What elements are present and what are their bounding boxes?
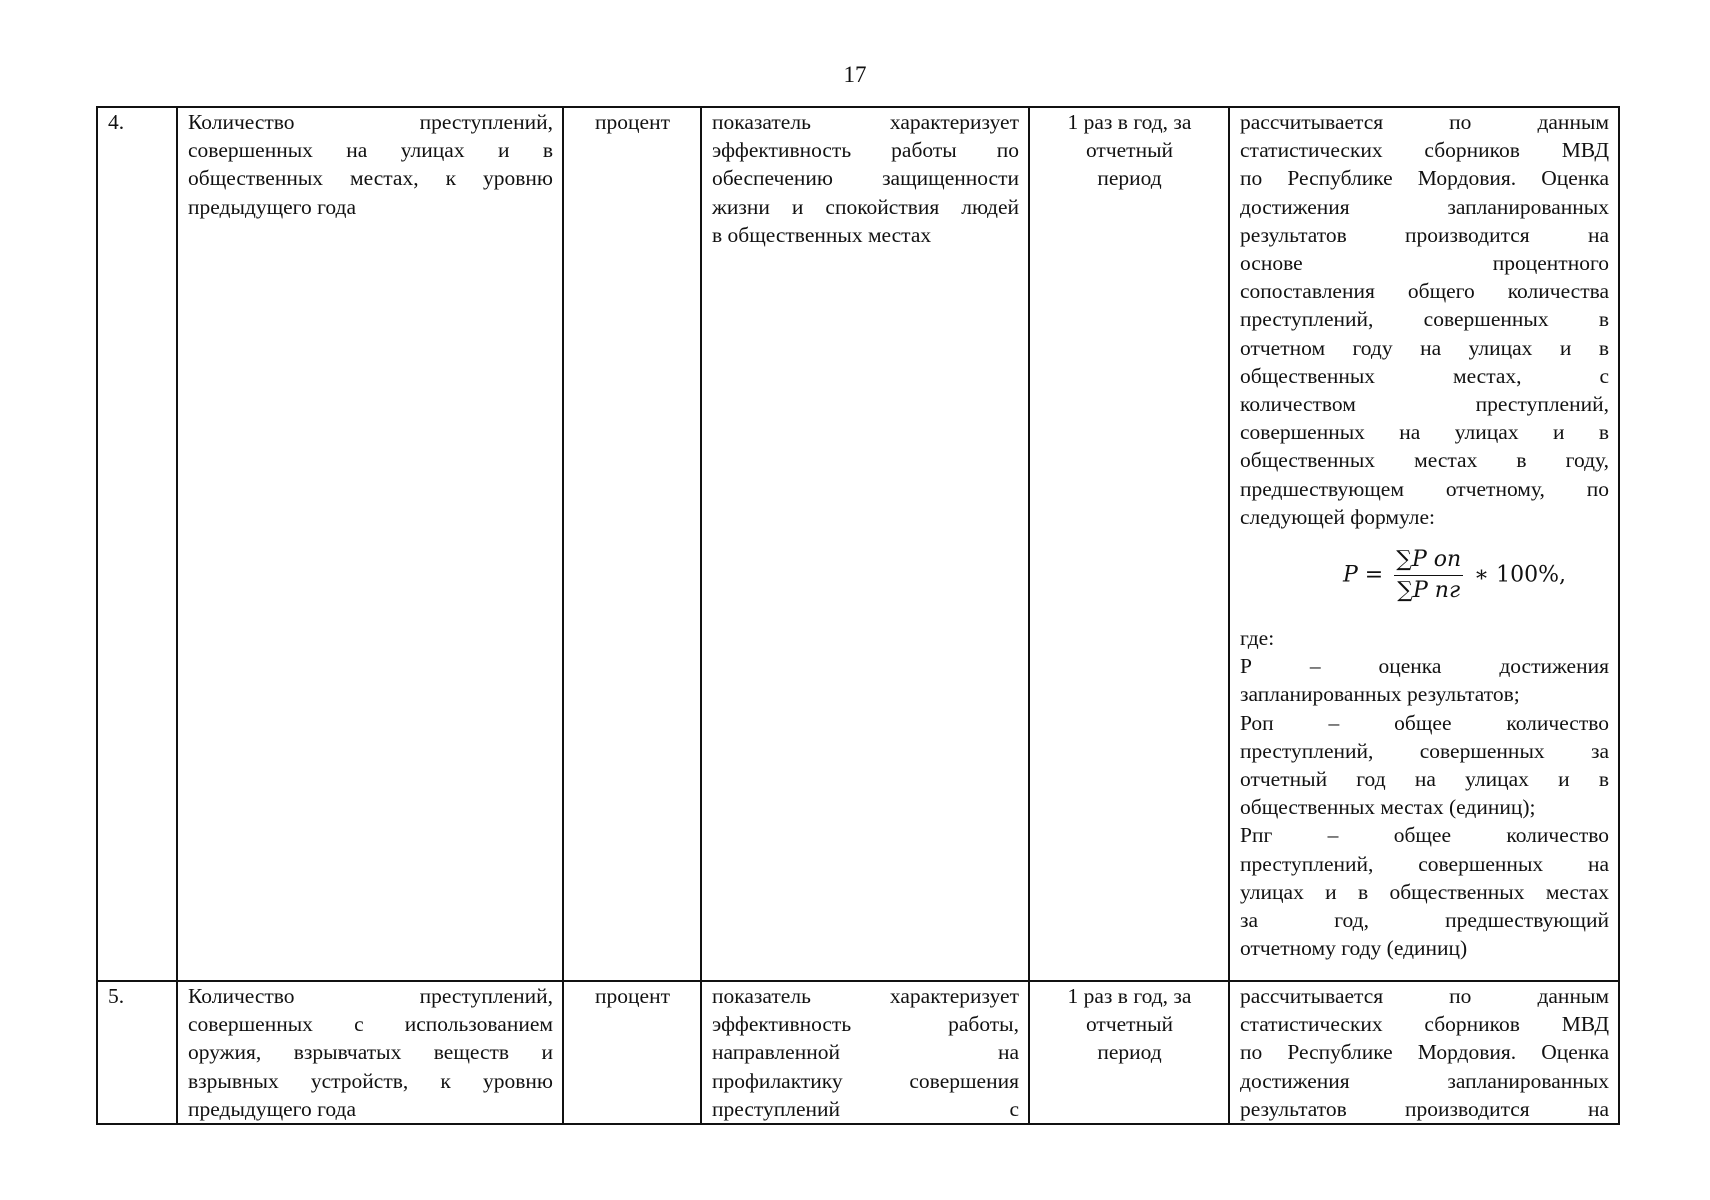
table-row: [97, 981, 1619, 1124]
unit-cell: процент: [563, 981, 701, 1124]
indicator-description: показатель характеризует эффективность работы по обеспечению защищенности жизни и спокойствия людей в общественных местах: [701, 107, 1029, 981]
unit-cell: процент: [563, 107, 701, 981]
calculation-method: рассчитывается по данным статистических сборников МВД по Республике Мордовия. Оценка достижения запланированных результатов производится на основе процентного сопоставления общего количества преступлений, совершенных в отчетном году на улицах и в общественных местах, с количеством преступлений, совершенных на улицах и в общественных местах в году, предшествующем отчетному, по следующей формуле: P = $\frac{\text{∑P оп}}{\text{∑P пг}}$ ∗ 100%, где: Р – оценка достижения запланированных результатов; Роп – общее количество преступлений, совершенных за отчетный год на улицах и в общественных местах (единиц); Рпг – общее количество преступлений, совершенных на улицах и в общественных местах за год, предшествующий отчетному году (единиц): [1229, 107, 1619, 981]
row-number: 5.: [97, 981, 177, 1124]
indicators-table: [96, 106, 1620, 1125]
row-number: 4.: [97, 107, 177, 981]
calculation-method: рассчитывается по данным статистических сборников МВД по Республике Мордовия. Оценка достижения запланированных результатов производится на: [1229, 981, 1619, 1124]
indicator-name: Количество преступлений, совершенных на улицах и в общественных местах, к уровню предыдущего года: [177, 107, 563, 981]
indicator-name: Количество преступлений, совершенных с использованием оружия, взрывчатых веществ и взрывных устройств, к уровню предыдущего года: [177, 981, 563, 1124]
formula-numerator: ∑P оп: [1394, 545, 1463, 576]
table-row: [97, 107, 1619, 981]
page-number: 17: [843, 62, 867, 87]
period-cell: 1 раз в год, за отчетный период: [1029, 107, 1229, 981]
period-cell: 1 раз в год, за отчетный период: [1029, 981, 1229, 1124]
indicator-description: показатель характеризует эффективность работы, направленной на профилактику совершения преступлений с: [701, 981, 1029, 1124]
formula: P = $\frac{\text{∑P оп}}{\text{∑P пг}}$ ∗ 100%,: [1240, 531, 1609, 624]
formula-denominator: ∑P пг: [1397, 578, 1461, 604]
